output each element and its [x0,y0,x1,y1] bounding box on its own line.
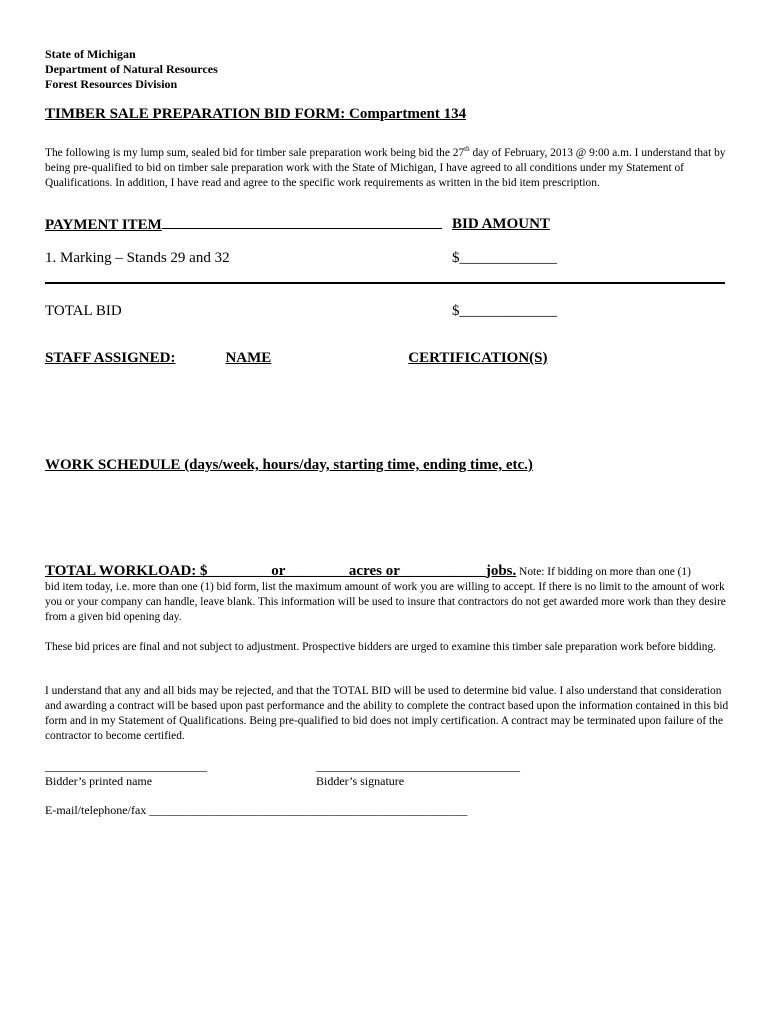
payment-item-1: 1. Marking – Stands 29 and 32 [45,250,230,266]
intro-text-1: The following is my lump sum, sealed bid for timber sale preparation work being bid the 27 [45,146,465,159]
contact-row [45,803,467,818]
understand-paragraph: I understand that any and all bids may be rejected, and that the TOTAL BID will be used to determine bid value. I also understand that consideration and awarding a contract will be based upon past performance and the ability to complete the contract based upon the information contained in this bid form and in my Statement of Qualifications. Being pre-qualified to bid does not imply certification. A contract may be terminated upon failure of the contractor to become certified. [45,685,729,742]
intro-sup: th [464,145,470,153]
workload-note-first: Note: If bidding on more than one (1) [519,566,691,578]
staff-label: STAFF ASSIGNED: [45,350,176,366]
header-division: Forest Resources Division [45,77,178,91]
final-prices-paragraph: These bid prices are final and not subject to adjustment. Prospective bidders are urged to examine this timber sale preparation work before bidding. [45,641,717,653]
work-schedule-heading: WORK SCHEDULE (days/week, hours/day, starting time, ending time, etc.) [45,457,533,473]
printed-name-label: Bidder’s printed name [45,774,153,788]
staff-name-header: NAME [225,350,272,366]
header-state: State of Michigan [45,47,136,61]
total-bid-label: TOTAL BID [45,303,122,319]
form-title: TIMBER SALE PREPARATION BID FORM: Compartment 134 [45,106,467,122]
workload-lead: TOTAL WORKLOAD: $________ or ________acres or ___________jobs. [45,563,517,579]
workload-paragraph [45,564,735,625]
table-divider [45,282,725,284]
staff-assigned-row [45,350,548,367]
workload-note-rest: bid item today, i.e. more than one (1) bid form, list the maximum amount of work you are willing to accept. If there is no limit to the amount of work you or your company can handle, leave blank. This information will be used to insure that contractors do not get awarded more work than they desire from a given bid opening day. [45,581,726,623]
signature-label: Bidder’s signature [316,774,405,788]
bid-amount-header: BID AMOUNT [452,216,550,232]
header-department: Department of Natural Resources [45,62,218,76]
intro-paragraph [45,142,735,191]
total-bid-amount[interactable]: $_____________ [452,303,557,319]
payment-item-1-amount[interactable]: $_____________ [452,250,557,266]
contact-line[interactable]: _____________________________________________________ [149,803,468,817]
signature-line[interactable]: __________________________________ [316,759,520,773]
payment-item-header: PAYMENT ITEM [45,216,450,234]
intro-text-2: day of February, 2013 @ 9:00 a.m. I understand that by being pre-qualified to bid on timber sale preparation work with the State of Michigan, I have agreed to all conditions under my Statement of Qualifications. In addition, I have read and agree to the specific work requirements as written in the bid item prescription. [45,146,726,189]
contact-label: E-mail/telephone/fax [45,803,147,817]
staff-cert-header: CERTIFICATION(S) [408,350,548,366]
printed-name-line[interactable]: ___________________________ [45,759,207,773]
